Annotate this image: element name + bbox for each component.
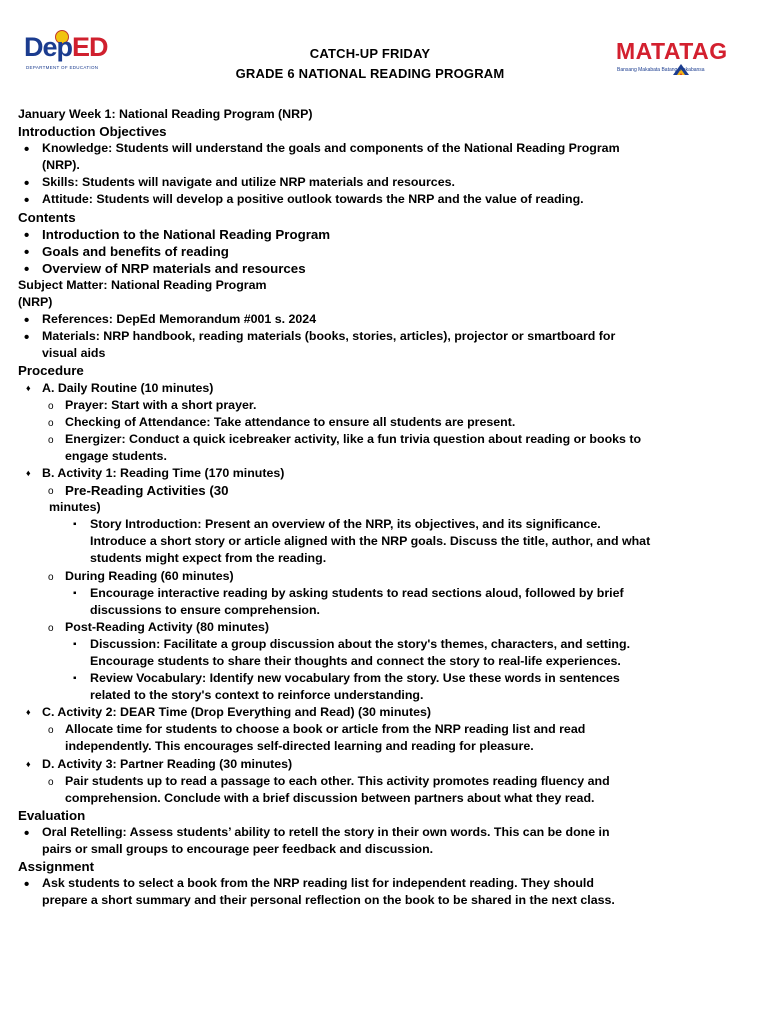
post-reading-item-cont: related to the story's context to reinforce understanding.: [90, 688, 424, 703]
assignment-item: • Ask students to select a book from the NRP reading list for independent reading. They should: [18, 875, 758, 892]
evaluation-item: • Oral Retelling: Assess students’ ability to retell the story in their own words. This can be done in: [18, 824, 758, 841]
objective-attitude: • Attitude: Students will develop a positive outlook towards the NRP and the value of reading.: [18, 191, 758, 208]
document-header: [0, 0, 768, 100]
materials-cont: visual aids: [42, 346, 106, 361]
title-line-1: CATCH-UP FRIDAY: [309, 46, 431, 61]
deped-logo-wordmark: DepED: [24, 32, 108, 62]
contents-heading: Contents: [18, 209, 76, 225]
matatag-logo-wordmark: MATATAG: [616, 38, 728, 64]
document-title: [180, 44, 560, 84]
deped-logo-subtitle: DEPARTMENT OF EDUCATION: [26, 65, 99, 70]
procedure-b-title: ♦ B. Activity 1: Reading Time (170 minutes): [18, 465, 758, 482]
procedure-a-item: o Prayer: Start with a short prayer.: [18, 397, 758, 414]
deped-logo: [24, 28, 119, 76]
procedure-c-title: ♦ C. Activity 2: DEAR Time (Drop Everything and Read) (30 minutes): [18, 704, 758, 721]
evaluation-item-cont: pairs or small groups to encourage peer feedback and discussion.: [42, 842, 434, 857]
post-reading-item: ▪ Discussion: Facilitate a group discussion about the story's themes, characters, and setting.: [18, 636, 758, 653]
post-reading-item: ▪ Review Vocabulary: Identify new vocabulary from the story. Use these words in sentences: [18, 670, 758, 687]
post-reading-heading: o Post-Reading Activity (80 minutes): [18, 619, 758, 636]
title-line-2: GRADE 6 NATIONAL READING PROGRAM: [235, 66, 505, 81]
procedure-a-item-cont: engage students.: [65, 448, 167, 463]
procedure-heading: Procedure: [18, 363, 84, 379]
contents-item: • Overview of NRP materials and resources: [18, 260, 758, 277]
procedure-d-item-cont: comprehension. Conclude with a brief discussion between partners about what they read.: [65, 790, 595, 805]
during-reading-heading: o During Reading (60 minutes): [18, 568, 758, 585]
matatag-logo: [616, 38, 746, 82]
procedure-d-title: ♦ D. Activity 3: Partner Reading (30 minutes): [18, 756, 758, 773]
post-reading-item-cont: Encourage students to share their thoughts and connect the story to real-life experiences.: [90, 654, 621, 668]
objective-knowledge: • Knowledge: Students will understand the goals and components of the National Reading Program: [18, 140, 758, 157]
evaluation-heading: Evaluation: [18, 807, 86, 823]
pre-reading-item-cont: students might expect from the reading.: [90, 551, 327, 566]
assignment-heading: Assignment: [18, 859, 95, 875]
pre-reading-item-cont: Introduce a short story or article aligned with the NRP goals. Discuss the title, author, and what: [90, 534, 651, 549]
objective-knowledge-cont: (NRP).: [42, 158, 80, 173]
during-reading-item-cont: discussions to ensure comprehension.: [90, 602, 320, 617]
procedure-c-item-cont: independently. This encourages self-directed learning and reading for pleasure.: [65, 739, 534, 754]
references: • References: DepEd Memorandum #001 s. 2024: [18, 311, 758, 328]
objective-skills: • Skills: Students will navigate and utilize NRP materials and resources.: [18, 174, 758, 191]
materials: • Materials: NRP handbook, reading materials (books, stories, articles), projector or smartboard for: [18, 328, 758, 345]
lesson-plan-body: [18, 106, 758, 909]
contents-item: • Goals and benefits of reading: [18, 243, 758, 260]
matatag-logo-subtitle: Bansang Makabata Batang Makabansa: [617, 67, 705, 73]
objectives-heading: Introduction Objectives: [18, 124, 167, 140]
pre-reading-item: ▪ Story Introduction: Present an overview of the NRP, its objectives, and its significance.: [18, 516, 758, 533]
procedure-a-item: o Checking of Attendance: Take attendance to ensure all students are present.: [18, 414, 758, 431]
procedure-a-title: ♦ A. Daily Routine (10 minutes): [18, 380, 758, 397]
pre-reading-heading-cont: minutes): [49, 500, 101, 515]
week-title: January Week 1: National Reading Program (NRP): [18, 107, 313, 121]
subject-matter-cont: (NRP): [18, 295, 53, 310]
procedure-d-item: o Pair students up to read a passage to each other. This activity promotes reading fluency and: [18, 773, 758, 790]
procedure-a-item: o Energizer: Conduct a quick icebreaker activity, like a fun trivia question about reading or books to: [18, 431, 758, 448]
during-reading-item: ▪ Encourage interactive reading by asking students to read sections aloud, followed by brief: [18, 585, 758, 602]
assignment-item-cont: prepare a short summary and their personal reflection on the book to be shared in the next class.: [42, 893, 615, 908]
subject-matter: Subject Matter: National Reading Program: [18, 277, 267, 292]
contents-item: • Introduction to the National Reading Program: [18, 226, 758, 243]
procedure-c-item: o Allocate time for students to choose a book or article from the NRP reading list and read: [18, 721, 758, 738]
pre-reading-heading: o Pre-Reading Activities (30: [18, 482, 758, 499]
